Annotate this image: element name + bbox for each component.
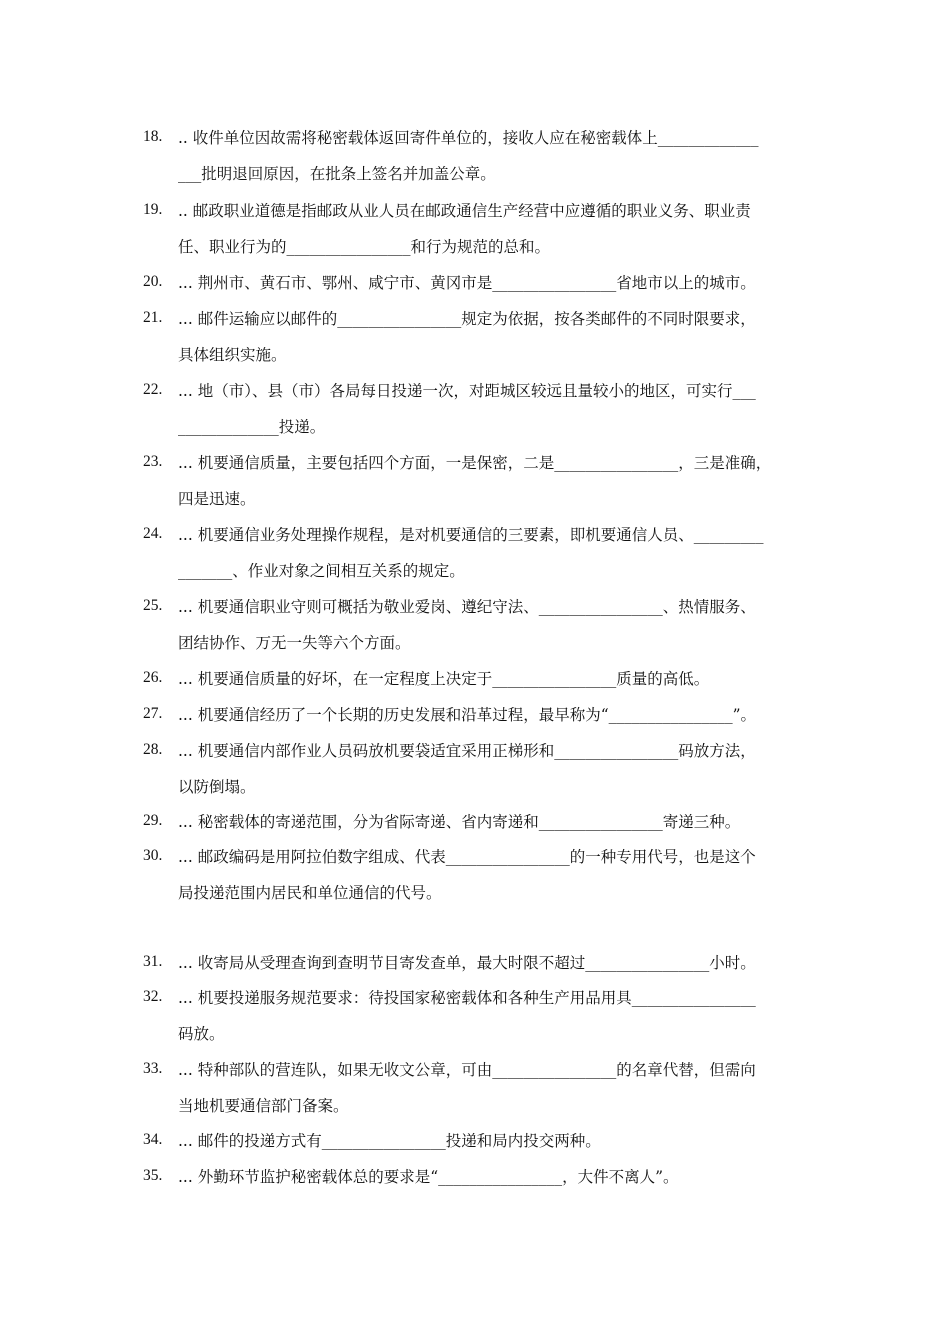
question-number: 19.: [143, 201, 163, 218]
question-number: 25.: [143, 597, 163, 614]
question-text-line1: ... 机要通信职业守则可概括为敬业爱岗、遵纪守法、________________、热情服务、: [178, 598, 756, 616]
question-text-line1: ... 地（市）、县（市）各局每日投递一次，对距城区较远且量较小的地区，可实行___: [178, 382, 756, 400]
question-number: 22.: [143, 381, 163, 398]
question-number: 31.: [143, 953, 163, 970]
question-number: 18.: [143, 128, 163, 145]
question-text-line2: 以防倒塌。: [178, 778, 256, 796]
question-text-line1: ... 机要通信业务处理操作规程，是对机要通信的三要素，即机要通信人员、_________: [178, 526, 764, 544]
question-number: 23.: [143, 453, 163, 470]
question-number: 35.: [143, 1167, 163, 1184]
question-text-line1: ... 机要通信质量，主要包括四个方面，一是保密，二是________________，三是准确，: [178, 454, 772, 472]
question-number: 20.: [143, 273, 163, 290]
question-text-line1: ... 邮件的投递方式有________________投递和局内投交两种。: [178, 1132, 601, 1150]
question-text-line1: ... 机要通信质量的好坏，在一定程度上决定于________________质量的高低。: [178, 670, 710, 688]
question-number: 28.: [143, 741, 163, 758]
question-number: 21.: [143, 309, 163, 326]
question-text-line1: ... 邮政编码是用阿拉伯数字组成、代表________________的一种专用代号，也是这个: [178, 848, 756, 866]
question-text-line2: _____________投递。: [178, 418, 326, 436]
question-text-line2: 局投递范围内居民和单位通信的代号。: [178, 884, 442, 902]
question-text-line2: 四是迅速。: [178, 490, 256, 508]
question-text-line1: .. 邮政职业道德是指邮政从业人员在邮政通信生产经营中应遵循的职业义务、职业责: [178, 202, 751, 220]
question-text-line1: ... 外勤环节监护秘密载体总的要求是“________________，大件不离人”。: [178, 1168, 679, 1186]
question-text-line1: ... 机要通信经历了一个长期的历史发展和沿革过程，最早称为“________________”。: [178, 706, 757, 724]
question-number: 29.: [143, 812, 163, 829]
question-text-line1: ... 荆州市、黄石市、鄂州、咸宁市、黄冈市是________________省地市以上的城市。: [178, 274, 756, 292]
question-number: 33.: [143, 1060, 163, 1077]
question-text-line2: ___批明退回原因，在批条上签名并加盖公章。: [178, 165, 496, 183]
question-text-line1: ... 秘密载体的寄递范围，分为省际寄递、省内寄递和________________寄递三种。: [178, 813, 741, 831]
question-text-line2: 码放。: [178, 1025, 225, 1043]
question-number: 26.: [143, 669, 163, 686]
question-number: 34.: [143, 1131, 163, 1148]
question-text-line1: ... 邮件运输应以邮件的________________规定为依据，按各类邮件的不同时限要求，: [178, 310, 756, 328]
question-text-line2: 具体组织实施。: [178, 346, 287, 364]
question-number: 24.: [143, 525, 163, 542]
question-number: 30.: [143, 847, 163, 864]
question-text-line1: ... 特种部队的营连队，如果无收文公章，可由________________的名章代替，但需向: [178, 1061, 756, 1079]
question-number: 32.: [143, 988, 163, 1005]
question-text-line1: ... 收寄局从受理查询到查明节目寄发查单，最大时限不超过________________小时。: [178, 954, 756, 972]
question-text-line1: ... 机要投递服务规范要求：待投国家秘密载体和各种生产用品用具________________: [178, 989, 756, 1007]
question-text-line2: _______、作业对象之间相互关系的规定。: [178, 562, 465, 580]
question-text-line2: 当地机要通信部门备案。: [178, 1097, 349, 1115]
question-text-line1: .. 收件单位因故需将秘密载体返回寄件单位的，接收人应在秘密载体上_____________: [178, 129, 759, 147]
question-text-line2: 团结协作、万无一失等六个方面。: [178, 634, 411, 652]
question-text-line1: ... 机要通信内部作业人员码放机要袋适宜采用正梯形和________________码放方法，: [178, 742, 756, 760]
question-number: 27.: [143, 705, 163, 722]
question-text-line2: 任、职业行为的________________和行为规范的总和。: [178, 238, 551, 256]
